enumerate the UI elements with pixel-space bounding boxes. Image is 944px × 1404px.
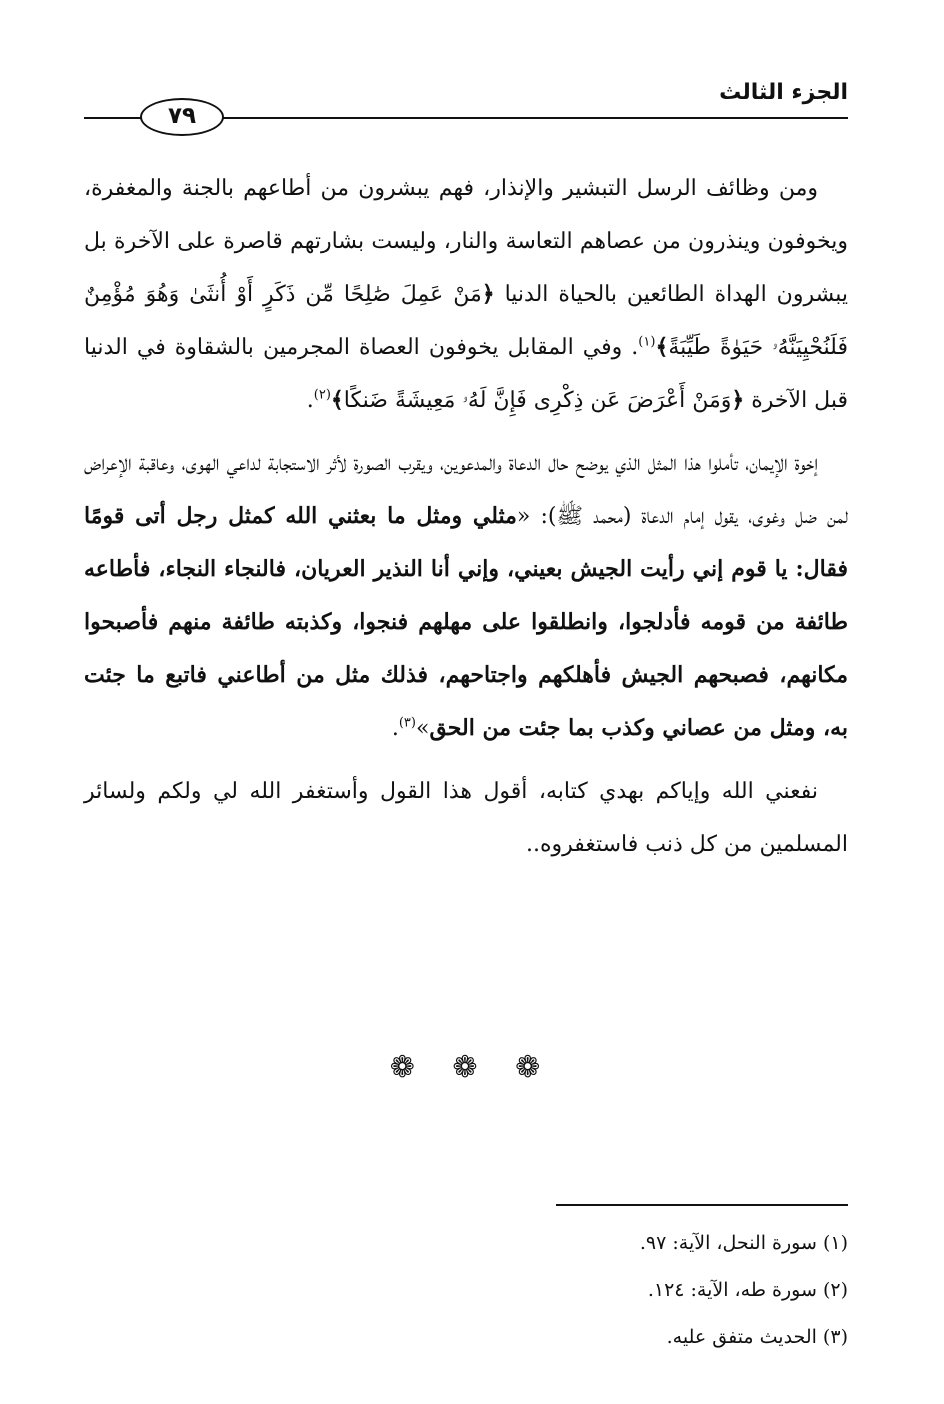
paragraph-text: إخوة الإيمان، تأملوا هذا المثل الذي يوضح حال الدعاة والمدعوين، ويقرب الصورة لأثر الاستجابة لداعي الهوى، وعاقبة الإعراض لمن ضل وغوى، يقول إمام الدعاة (محمد ﷺ): « xyxy=(84,451,848,529)
footnote-ref-1: (١) xyxy=(638,334,656,350)
footnote-3: (٣) الحديث متفق عليه. xyxy=(666,1326,848,1348)
footnote-2: (٢) سورة طه، الآية: ١٢٤. xyxy=(647,1279,848,1301)
footnote-rule xyxy=(556,1204,848,1206)
footnotes xyxy=(348,1220,848,1361)
quran-open-bracket-icon: ﴿ xyxy=(481,281,495,307)
paragraph-text: . وفي المقابل يخوفون العصاة المجرمين بالشقاوة في الدنيا قبل الآخرة xyxy=(84,335,848,413)
quran-close-bracket-icon: ﴾ xyxy=(655,334,669,360)
paragraph-text: . xyxy=(306,388,314,413)
main-text xyxy=(84,162,848,871)
footnote-1: (١) سورة النحل، الآية: ٩٧. xyxy=(639,1232,848,1254)
quran-close-bracket-icon: ﴾ xyxy=(330,387,344,413)
paragraph-text: نفعني الله وإياكم بهدي كتابه، أقول هذا القول وأستغفر الله لي ولكم ولسائر المسلمين من كل ذنب فاستغفروه.. xyxy=(84,779,848,857)
paragraph-messengers-role xyxy=(84,162,848,427)
page-number: ٧٩ xyxy=(167,102,197,129)
quran-verse-taha: وَمَنْ أَعْرَضَ عَن ذِكْرِى فَإِنَّ لَهُۥ مَعِيشَةً ضَنكًا xyxy=(343,388,732,413)
page-number-badge xyxy=(140,98,224,136)
hadith-text: مثلي ومثل ما بعثني الله كمثل رجل أتى قومًا فقال: يا قوم إني رأيت الجيش بعيني، وإني أنا النذير العريان، فالنجاء النجاء، فأطاعه طائفة من قومه فأدلجوا، وانطلقوا على مهلهم فنجوا، وكذبته طائفة منهم فأصبحوا مكانهم، فصبحهم الجيش فأهلكهم واجتاحهم، فذلك مثل من أطاعني فاتبع ما جئت به، ومثل من عصاني وكذب بما جئت من الحق xyxy=(84,503,848,741)
footnote-ref-2: (٢) xyxy=(313,387,331,403)
paragraph-closing-prayer xyxy=(84,765,848,871)
paragraph-text: » xyxy=(415,716,430,741)
paragraph-text: . xyxy=(391,716,399,741)
paragraph-text: ومن وظائف الرسل التبشير والإنذار، فهم يبشرون من أطاعهم بالجنة والمغفرة، ويخوفون وينذرون من عصاهم التعاسة والنار، وليست بشارتهم قاصرة على الآخرة بل يبشرون الهداة الطائعين بالحياة الدنيا xyxy=(84,176,848,307)
chapter-title: الجزء الثالث xyxy=(719,80,848,105)
paragraph-parable xyxy=(84,437,848,755)
quran-open-bracket-icon: ﴿ xyxy=(731,387,745,413)
quran-verse-nahl: مَنْ عَمِلَ صَٰلِحًا مِّن ذَكَرٍ أَوْ أُنثَىٰ وَهُوَ مُؤْمِنٌ فَلَنُحْيِيَنَّهُۥ حَيَوٰةً طَيِّبَةً xyxy=(84,282,848,360)
footnote-ref-3: (٣) xyxy=(398,715,416,731)
section-separator-icon: ❁ ❁ ❁ xyxy=(389,1050,555,1085)
